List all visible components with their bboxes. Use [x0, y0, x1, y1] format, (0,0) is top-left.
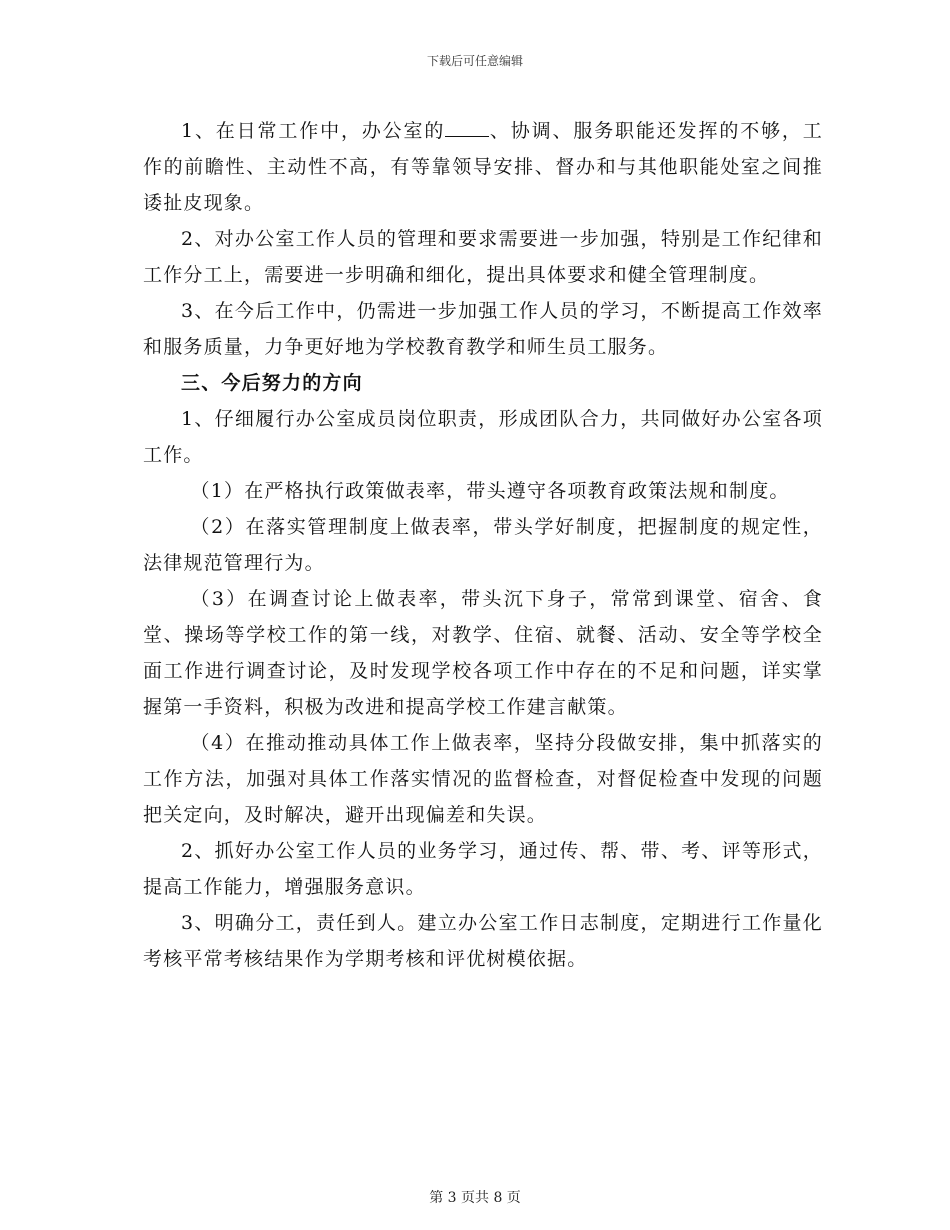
paragraph-4: 1、仔细履行办公室成员岗位职责，形成团队合力，共同做好办公室各项工作。	[143, 408, 823, 466]
paragraph-1	[143, 113, 823, 221]
fill-blank	[445, 118, 489, 137]
page-header: 下载后可任意编辑	[426, 54, 523, 68]
paragraph-1-start: 1、在日常工作中，办公室的	[181, 120, 446, 142]
section-heading-3: 三、今后努力的方向	[181, 372, 363, 394]
sub-item-3: （3）在调查讨论上做表率，带头沉下身子，常常到课堂、宿舍、食堂、操场等学校工作的第一线，对教学、住宿、就餐、活动、安全等学校全面工作进行调查讨论，及时发现学校各项工作中存在的不足和问题，详实掌握第一手资料，积极为改进和提高学校工作建言献策。	[143, 588, 823, 718]
sub-item-1: （1）在严格执行政策做表率，带头遵守各项教育政策法规和制度。	[190, 480, 790, 502]
document-body	[143, 113, 823, 977]
page-number: 第 3 页共 8 页	[429, 1190, 521, 1206]
paragraph-6: 3、明确分工，责任到人。建立办公室工作日志制度，定期进行工作量化考核平常考核结果作为学期考核和评优树模依据。	[143, 912, 823, 970]
sub-item-2: （2）在落实管理制度上做表率，带头学好制度，把握制度的规定性，法律规范管理行为。	[143, 516, 823, 574]
paragraph-2: 2、对办公室工作人员的管理和要求需要进一步加强，特别是工作纪律和工作分工上，需要进一步明确和细化，提出具体要求和健全管理制度。	[143, 228, 823, 286]
paragraph-3: 3、在今后工作中，仍需进一步加强工作人员的学习，不断提高工作效率和服务质量，力争更好地为学校教育教学和师生员工服务。	[143, 300, 823, 358]
paragraph-1-rest: 、协调、服务职能还发挥的不够，工作的前瞻性、主动性不高，有等靠领导安排、督办和与其他职能处室之间推诿扯皮现象。	[143, 120, 823, 214]
paragraph-5: 2、抓好办公室工作人员的业务学习，通过传、帮、带、考、评等形式，提高工作能力，增强服务意识。	[143, 840, 823, 898]
sub-item-4: （4）在推动推动具体工作上做表率，坚持分段做安排，集中抓落实的工作方法，加强对具体工作落实情况的监督检查，对督促检查中发现的问题把关定向，及时解决，避开出现偏差和失误。	[143, 732, 823, 826]
